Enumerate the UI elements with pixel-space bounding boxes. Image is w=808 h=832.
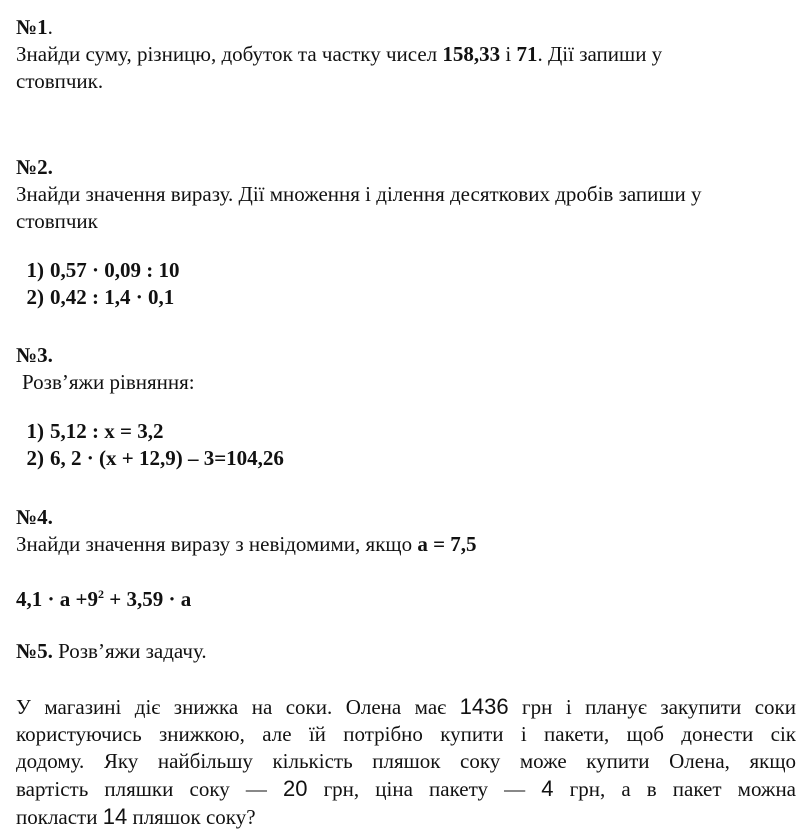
task-1-text-a: Знайди суму, різницю, добуток та частку чисел bbox=[16, 42, 443, 66]
task-3-item-2-index: 2) bbox=[26, 446, 44, 470]
task-1-text-line-1 bbox=[16, 41, 796, 68]
task-1-text-line-2: стовпчик. bbox=[16, 69, 104, 93]
task-5-bag-price: 4 bbox=[541, 776, 554, 801]
task-1-text-c: . Дії запиши у bbox=[537, 42, 663, 66]
task-3-item-2 bbox=[16, 445, 796, 472]
task-2-item-1 bbox=[16, 257, 796, 284]
task-5-text-4b: грн, ціна пакету — bbox=[307, 777, 542, 801]
task-2-text-line-1: Знайди значення виразу. Дії множення і ділення десяткових дробів запиши у bbox=[16, 182, 702, 206]
task-1-number: №1 bbox=[16, 15, 48, 39]
task-5 bbox=[16, 638, 796, 831]
task-5-line-5 bbox=[16, 803, 796, 831]
task-2-item-1-index: 1) bbox=[26, 258, 44, 282]
task-1 bbox=[16, 14, 796, 95]
task-4-number: №4. bbox=[16, 505, 53, 529]
task-4-expression-exponent: 2 bbox=[97, 587, 104, 601]
task-3-item-2-expression: 6, 2 · (x + 12,9) – 3=104,26 bbox=[50, 446, 284, 470]
task-1-number-b: 71 bbox=[516, 42, 538, 66]
task-2-number: №2. bbox=[16, 155, 53, 179]
task-2-item-2-expression: 0,42 : 1,4 · 0,1 bbox=[50, 285, 175, 309]
task-4-condition: a = 7,5 bbox=[417, 532, 477, 556]
task-4-expression-a: 4,1 · a +9 bbox=[16, 587, 98, 611]
task-5-number: №5. bbox=[16, 639, 53, 663]
task-5-header bbox=[16, 638, 796, 665]
task-2-text-line-2: стовпчик bbox=[16, 209, 98, 233]
task-5-line-2: користуючись знижкою, але їй потрібно купити і пакети, щоб донести сік bbox=[16, 722, 796, 746]
task-5-bottles-per-bag: 14 bbox=[102, 804, 128, 829]
task-1-number-a: 158,33 bbox=[442, 42, 501, 66]
task-2-item-2 bbox=[16, 284, 796, 311]
task-4-instruction: Знайди значення виразу з невідомими, якщо bbox=[16, 532, 418, 556]
task-5-money-amount: 1436 bbox=[459, 694, 509, 719]
task-4-text bbox=[16, 531, 796, 558]
task-5-title: Розв’яжи задачу. bbox=[52, 639, 207, 663]
task-5-text-1b: грн і планує закупити соки bbox=[508, 695, 796, 719]
task-3-item-1 bbox=[16, 418, 796, 445]
task-5-text-5a: покласти bbox=[16, 805, 103, 829]
task-5-text-1a: У магазині діє знижка на соки. Олена має bbox=[16, 695, 460, 719]
task-2-item-1-expression: 0,57 · 0,09 : 10 bbox=[50, 258, 180, 282]
task-1-header bbox=[16, 14, 796, 41]
task-3-instruction: Розв’яжи рівняння: bbox=[22, 370, 195, 394]
task-1-text-b: і bbox=[500, 42, 517, 66]
task-2-item-2-index: 2) bbox=[26, 285, 44, 309]
task-5-text-4c: грн, а в пакет можна bbox=[553, 777, 797, 801]
task-2 bbox=[16, 154, 796, 311]
task-5-bottle-price: 20 bbox=[282, 776, 308, 801]
task-5-line-1 bbox=[16, 693, 796, 721]
task-3-item-1-index: 1) bbox=[26, 419, 44, 443]
task-5-text-4a: вартість пляшки соку — bbox=[16, 777, 283, 801]
task-4-expression bbox=[16, 586, 796, 613]
task-3-item-1-expression: 5,12 : x = 3,2 bbox=[50, 419, 164, 443]
task-3-number: №3. bbox=[16, 343, 53, 367]
task-1-number-dot: . bbox=[47, 15, 53, 39]
task-5-text-5b: пляшок соку? bbox=[127, 805, 256, 829]
task-4-expression-b: + 3,59 · a bbox=[103, 587, 192, 611]
task-5-line-4 bbox=[16, 775, 796, 803]
task-4 bbox=[16, 504, 796, 613]
task-5-line-3: додому. Яку найбільшу кількість пляшок соку може купити Олена, якщо bbox=[16, 749, 796, 773]
task-3 bbox=[16, 342, 796, 472]
